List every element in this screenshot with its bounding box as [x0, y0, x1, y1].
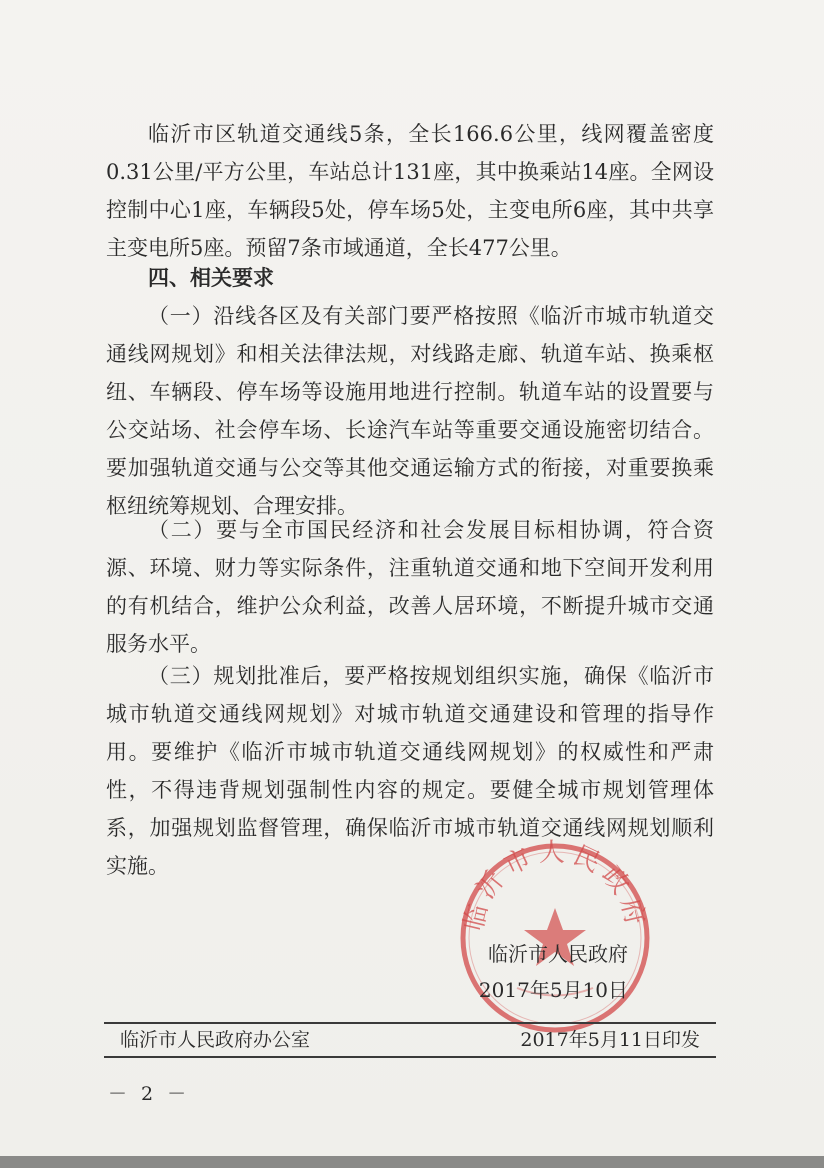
signature-organization: 临沂市人民政府 — [488, 942, 628, 966]
footer-print-date: 2017年5月11日印发 — [520, 1029, 700, 1051]
signature-date: 2017年5月10日 — [478, 978, 628, 1002]
footer-bottom-rule — [104, 1056, 716, 1058]
requirement-paragraph-2: （二）要与全市国民经济和社会发展目标相协调，符合资源、环境、财力等实际条件，注重轨道交通和地下空间开发利用的有机结合，维护公众利益，改善人居环境，不断提升城市交通服务水平。 — [106, 518, 714, 656]
requirement-paragraph-1: （一）沿线各区及有关部门要严格按照《临沂市城市轨道交通线网规划》和相关法律法规，对线路走廊、轨道车站、换乘枢纽、车辆段、停车场等设施用地进行控制。轨道车站的设置要与公交站场、社会停车场、长途汽车站等重要交通设施密切结合。要加强轨道交通与公交等其他交通运输方式的衔接，对重要换乘枢纽统筹规划、合理安排。 — [106, 304, 714, 518]
page-number: － 2 － — [108, 1083, 191, 1105]
svg-text:临沂市人民政府: 临沂市人民政府 — [458, 838, 652, 934]
requirement-paragraph-3: （三）规划批准后，要严格按规划组织实施，确保《临沂市城市轨道交通线网规划》对城市轨道交通建设和管理的指导作用。要维护《临沂市城市轨道交通线网规划》的权威性和严肃性，不得违背规划强制性内容的规定。要健全城市规划管理体系，加强规划监督管理，确保临沂市城市轨道交通线网规划顺利实施。 — [106, 664, 714, 878]
footer-issuing-office: 临沂市人民政府办公室 — [120, 1029, 311, 1051]
scan-bottom-edge — [0, 1156, 824, 1168]
section-heading: 四、相关要求 — [148, 265, 274, 290]
intro-paragraph: 临沂市区轨道交通线5条，全长166.6公里，线网覆盖密度0.31公里/平方公里，车站总计131座，其中换乘站14座。全网设控制中心1座，车辆段5处，停车场5处，主变电所6座，其中共享主变电所5座。预留7条市域通道，全长477公里。 — [106, 122, 714, 260]
official-seal-stamp — [455, 838, 655, 1038]
footer-top-rule — [104, 1022, 716, 1024]
